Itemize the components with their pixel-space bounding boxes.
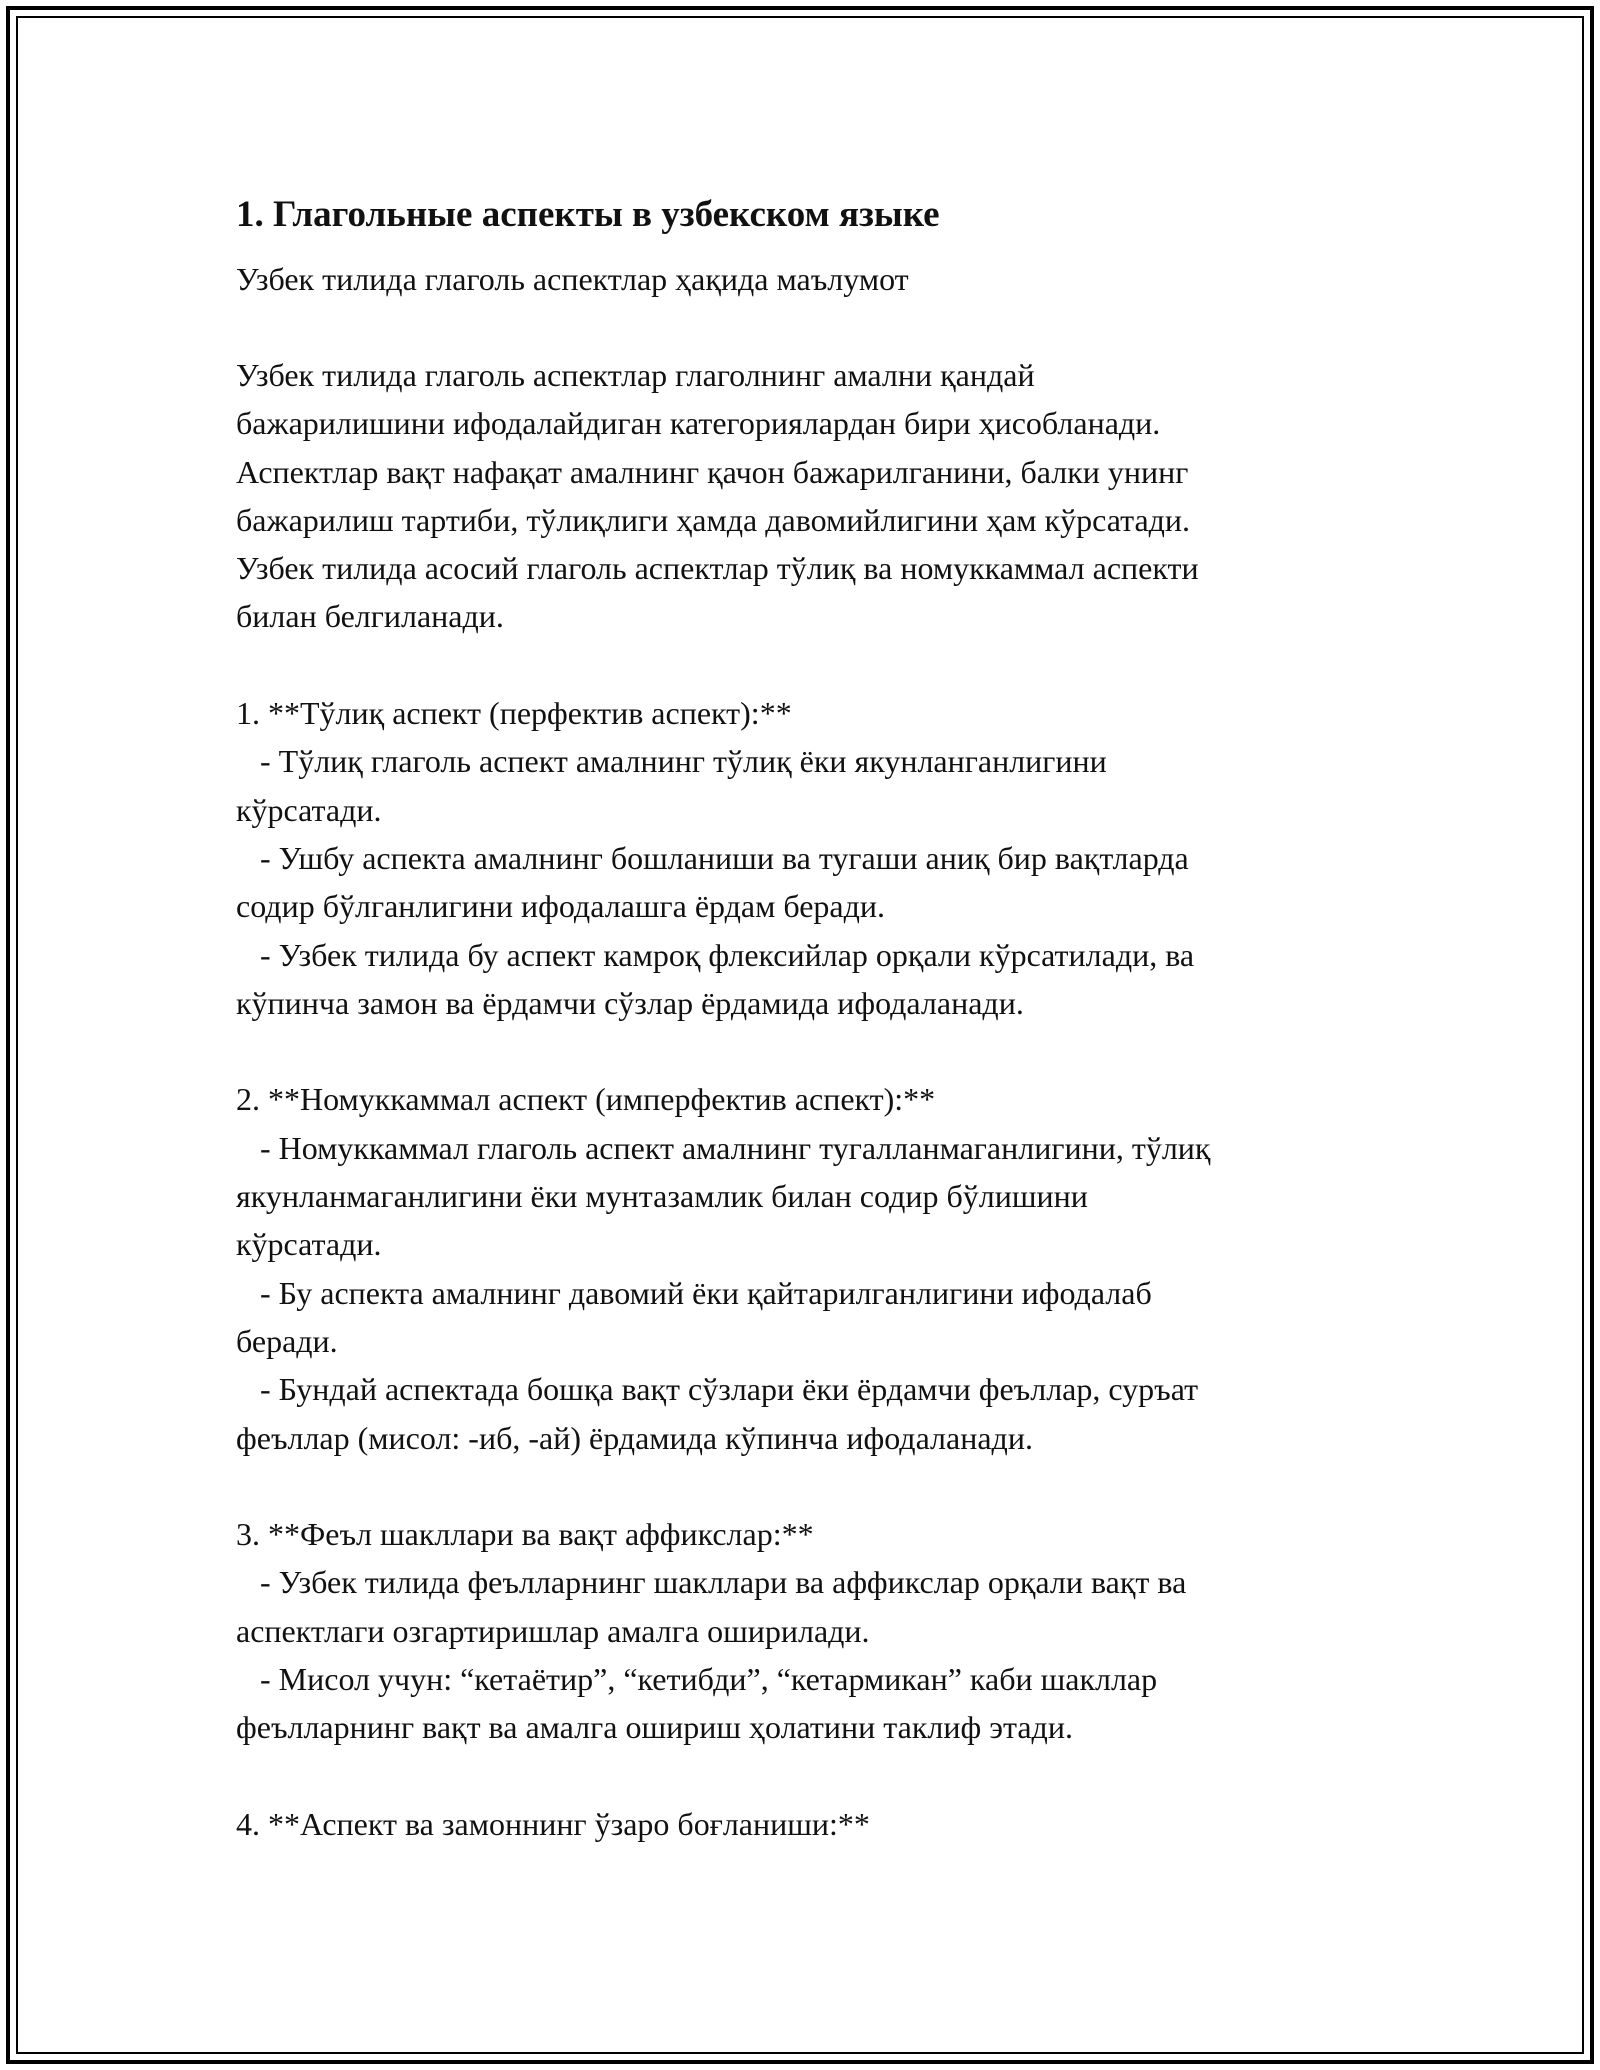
document-subtitle: Узбек тилида глаголь аспектлар ҳақида маълумот bbox=[236, 261, 909, 297]
document-title: 1. Глагольные аспекты в узбекском языке bbox=[236, 194, 940, 235]
document-body: Узбек тилида глаголь аспектлар глаголнинг амални қандай бажарилишини ифодалайдиган категориялардан бири ҳисобланади. Аспектлар вақт нафақат амалнинг қачон бажарилганини, балки унинг бажарилиш тартиби, тўлиқлиги ҳамда давомийлигини ҳам кўрсатади. Узбек тилида асосий глаголь аспектлар тўлиқ ва номуккаммал аспекти билан белгиланади. 1. **Тўлиқ аспект (перфектив аспект):** - Тўлиқ глаголь аспект амалнинг тўлиқ ёки якунланганлигини кўрсатади. - Ушбу аспекта амалнинг бошланиши ва тугаши аниқ бир вақтларда содир бўлганлигини ифодалашга ёрдам беради. - Узбек тилида бу аспект камроқ флексийлар орқали кўрсатилади, ва кўпинча замон ва ёрдамчи сўзлар ёрдамида ифодаланади. 2. **Номуккаммал аспект (имперфектив аспект):** - Номуккаммал глаголь аспект амалнинг тугалланмаганлигини, тўлиқ якунланмаганлигини ёки мунтазамлик билан содир бўлишини кўрсатади. - Бу аспекта амалнинг давомий ёки қайтарилганлигини ифодалаб беради. - Бундай аспектада бошқа вақт сўзлари ёки ёрдамчи феъллар, суръат феъллар (мисол: -иб, -ай) ёрдамида кўпинча ифодаланади. 3. **Феъл шакллари ва вақт аффикслар:** - Узбек тилида феълларнинг шакллари ва аффикслар орқали вақт ва аспектлаги озгартиришлар амалга оширилади. - Мисол учун: “кетаётир”, “кетибди”, “кетармикан” каби шакллар феълларнинг вақт ва амалга ошириш ҳолатини таклиф этади. 4. **Аспект ва замоннинг ўзаро боғланиши:** bbox=[236, 357, 1211, 1842]
document-page bbox=[236, 185, 1376, 1848]
